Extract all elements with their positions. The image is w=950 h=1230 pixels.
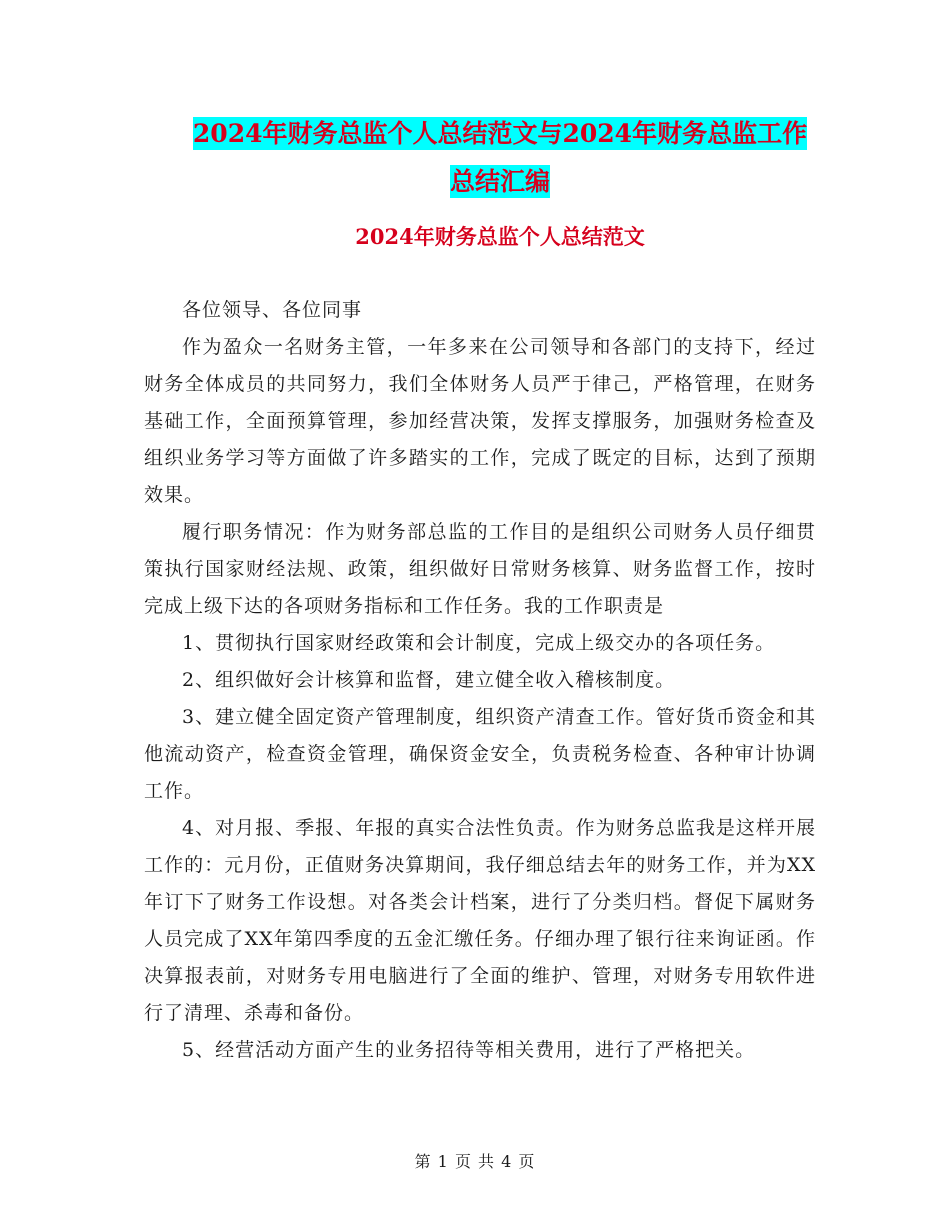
paragraph: 4、对月报、季报、年报的真实合法性负责。作为财务总监我是这样开展工作的：元月份，正值财务决算期间，我仔细总结去年的财务工作，并为XX年订下了财务工作设想。对各类会计档案，进行了分类归档。督促下属财务人员完成了XX年第四季度的五金汇缴任务。仔细办理了银行往来询证函。作决算报表前，对财务专用电脑进行了全面的维护、管理，对财务专用软件进行了清理、杀毒和备份。 <box>144 817 816 1024</box>
page-footer: 第 1 页 共 4 页 <box>414 1152 536 1171</box>
document-title <box>120 110 880 206</box>
paragraph: 3、建立健全固定资产管理制度，组织资产清查工作。管好货币资金和其他流动资产，检查资金管理，确保资金安全，负责税务检查、各种审计协调工作。 <box>144 706 816 802</box>
section-title: 2024年财务总监个人总结范文 <box>355 224 645 249</box>
paragraph: 作为盈众一名财务主管，一年多来在公司领导和各部门的支持下，经过财务全体成员的共同努力，我们全体财务人员严于律己，严格管理，在财务基础工作，全面预算管理，参加经营决策，发挥支撑服务，加强财务检查及组织业务学习等方面做了许多踏实的工作，完成了既定的目标，达到了预期效果。 <box>144 336 816 506</box>
paragraph: 1、贯彻执行国家财经政策和会计制度，完成上级交办的各项任务。 <box>182 632 776 654</box>
document-title-line1: 2024年财务总监个人总结范文与2024年财务总监工作 <box>192 119 808 148</box>
paragraph: 5、经营活动方面产生的业务招待等相关费用，进行了严格把关。 <box>182 1039 756 1061</box>
paragraph: 履行职务情况：作为财务部总监的工作目的是组织公司财务人员仔细贯策执行国家财经法规、政策，组织做好日常财务核算、财务监督工作，按时完成上级下达的各项财务指标和工作任务。我的工作职责是 <box>144 521 816 617</box>
paragraph: 各位领导、各位同事 <box>182 299 363 321</box>
document-title-line2: 总结汇编 <box>449 167 550 196</box>
document-body <box>144 292 816 1069</box>
paragraph: 2、组织做好会计核算和监督，建立健全收入稽核制度。 <box>182 669 676 691</box>
